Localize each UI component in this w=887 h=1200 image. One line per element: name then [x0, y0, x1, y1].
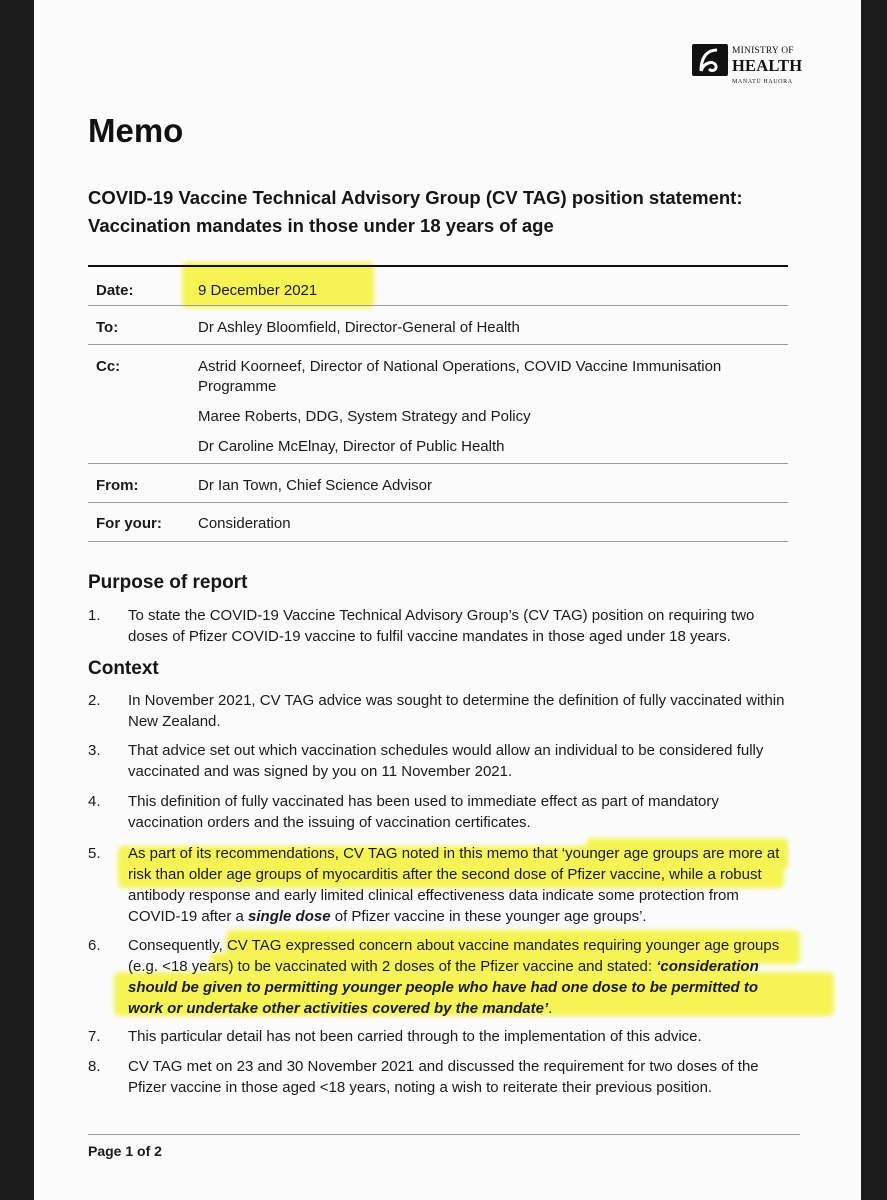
- item-text: [128, 843, 788, 927]
- logo-text-line2: HEALTH: [732, 56, 803, 75]
- logo-text-line3: MANATŪ HAUORA: [732, 79, 793, 85]
- meta-row-date: [88, 267, 788, 306]
- item-number: 1.: [88, 607, 101, 624]
- meta-row-for: [88, 503, 788, 542]
- for-value: Consideration: [198, 515, 291, 532]
- purpose-heading: Purpose of report: [88, 572, 248, 593]
- cc-value-3: Dr Caroline McElnay, Director of Public Health: [198, 438, 505, 455]
- item-text-part: Consequently, CV TAG expressed concern about vaccine mandates requiring younger age groups (e.g. <18 years) to be vaccinated with 2 doses of the Pfizer vaccine and stated:: [128, 937, 780, 975]
- memo-header-table: [88, 265, 788, 542]
- item-text: This particular detail has not been carried through to the implementation of this advice.: [128, 1028, 702, 1045]
- item-text-part: As part of its recommendations, CV TAG noted in this memo that ‘younger age groups are more at risk than older age groups of myocarditis after the second dose of Pfizer vaccine, while a robust antibody response and early limited clinical effectiveness data indicate some protection from COVID-19 after a: [128, 845, 780, 925]
- cc-label: Cc:: [96, 358, 121, 375]
- memo-subtitle: [88, 184, 808, 240]
- item-number: 3.: [88, 742, 101, 759]
- page-number: Page 1 of 2: [88, 1143, 162, 1159]
- date-label: Date:: [96, 282, 134, 299]
- subtitle-line1: COVID-19 Vaccine Technical Advisory Group (CV TAG) position statement:: [88, 187, 743, 208]
- item-number: 8.: [88, 1058, 101, 1075]
- for-label: For your:: [96, 515, 162, 532]
- item-text-part: of Pfizer vaccine in these younger age groups’.: [330, 908, 647, 925]
- meta-row-from: [88, 464, 788, 503]
- item-text: To state the COVID-19 Vaccine Technical Advisory Group’s (CV TAG) position on requiring two doses of Pfizer COVID-19 vaccine to fulfil vaccine mandates in those aged under 18 years.: [128, 607, 755, 645]
- item-number: 6.: [88, 937, 101, 954]
- from-value: Dr Ian Town, Chief Science Advisor: [198, 477, 433, 494]
- item-text: This definition of fully vaccinated has been used to immediate effect as part of mandatory vaccination orders and the issuing of vaccination certificates.: [128, 793, 719, 831]
- item-text-emphasis: ‘consideration should be given to permitting younger people who have had one dose to be permitted to work or undertake other activities covered by the mandate’: [128, 958, 759, 1017]
- item-text-emphasis: single dose: [248, 908, 331, 925]
- item-number: 4.: [88, 793, 101, 810]
- item-text: [128, 935, 788, 1019]
- item-number: 2.: [88, 692, 101, 709]
- to-label: To:: [96, 319, 119, 336]
- cc-value-2: Maree Roberts, DDG, System Strategy and Policy: [198, 408, 531, 425]
- cc-value-1: Astrid Koorneef, Director of National Operations, COVID Vaccine Immunisation Programme: [198, 358, 722, 395]
- subtitle-line2: Vaccination mandates in those under 18 years of age: [88, 215, 554, 236]
- memo-title: Memo: [88, 112, 184, 149]
- ministry-of-health-logo: [692, 44, 803, 92]
- from-label: From:: [96, 477, 139, 494]
- footer-divider: [88, 1134, 800, 1135]
- item-text: In November 2021, CV TAG advice was sought to determine the definition of fully vaccinated within New Zealand.: [128, 692, 785, 730]
- item-text: That advice set out which vaccination schedules would allow an individual to be considered fully vaccinated and was signed by you on 11 November 2021.: [128, 742, 764, 780]
- context-heading: Context: [88, 658, 159, 679]
- meta-row-to: [88, 306, 788, 345]
- logo-text-line1: MINISTRY OF: [732, 46, 794, 56]
- to-value: Dr Ashley Bloomfield, Director-General of Health: [198, 319, 520, 336]
- item-number: 7.: [88, 1028, 101, 1045]
- document-page: [34, 0, 861, 1200]
- item-text-part: .: [548, 1000, 553, 1017]
- item-text: CV TAG met on 23 and 30 November 2021 and discussed the requirement for two doses of the Pfizer vaccine in those aged <18 years, noting a wish to reiterate their previous position.: [128, 1058, 759, 1096]
- item-number: 5.: [88, 845, 101, 862]
- koru-logo-icon: [692, 44, 728, 76]
- meta-row-cc: [88, 345, 788, 464]
- date-value: 9 December 2021: [198, 282, 318, 299]
